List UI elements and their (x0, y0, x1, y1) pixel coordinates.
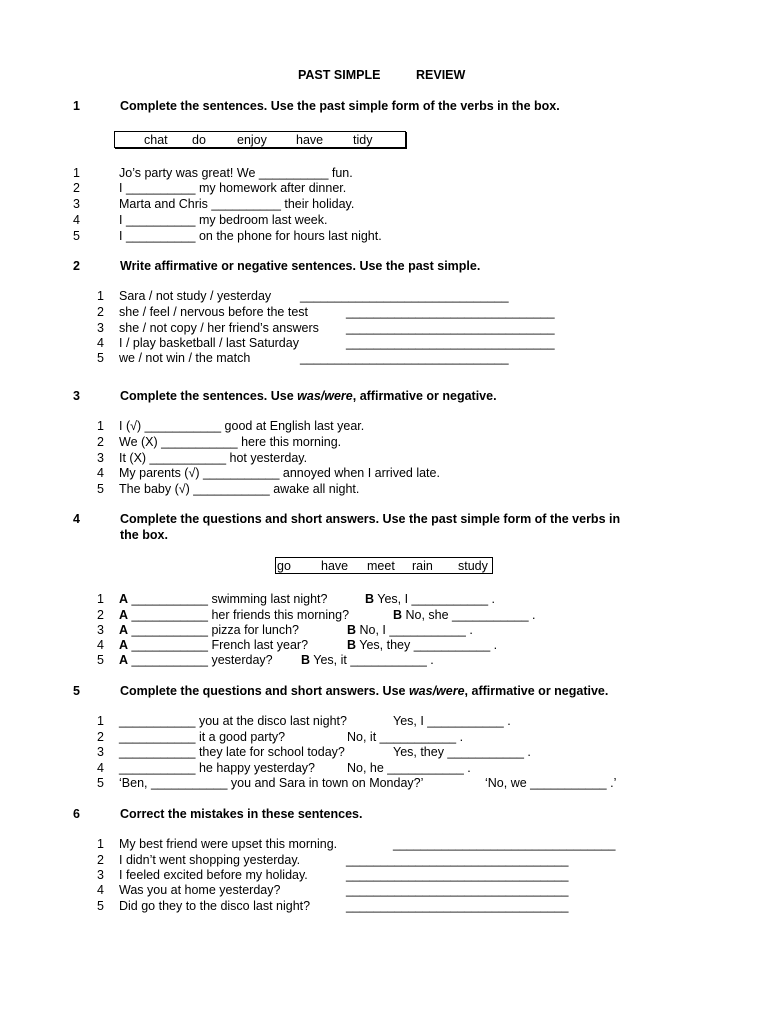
speaker-a: A (119, 608, 129, 622)
ex2-item-2-answer-line[interactable]: ______________________________ (346, 305, 555, 319)
word-box-word: chat (144, 133, 168, 147)
ex4-item-5-answer (301, 653, 434, 668)
ex1-item-1-text: Jo’s party was great! We __________ fun. (119, 166, 353, 180)
ex3-item-3-number: 3 (97, 451, 104, 465)
ex4-item-4-answer (347, 638, 497, 653)
ex5-item-5-question: ‘Ben, ___________ you and Sara in town on Monday?’ (119, 776, 424, 790)
ex4-item-4-number: 4 (97, 638, 104, 652)
speaker-b: B (365, 592, 375, 606)
ex4-item-1-answer (365, 592, 495, 607)
title-left: PAST SIMPLE (298, 68, 381, 82)
ex2-item-4-number: 4 (97, 336, 104, 350)
speaker-b: B (301, 653, 311, 667)
ex5-item-1-question: ___________ you at the disco last night? (119, 714, 347, 728)
ex4-item-1-number: 1 (97, 592, 104, 606)
ex3-item-4-text: My parents (√) ___________ annoyed when I arrived late. (119, 466, 440, 480)
speaker-b: B (347, 623, 357, 637)
ex2-item-3-answer-line[interactable]: ______________________________ (346, 321, 555, 335)
ex4-item-3-answer (347, 623, 473, 638)
word-box-word: have (296, 133, 324, 147)
instruction-emphasis: was/were (408, 684, 465, 698)
ex6-item-1-answer-line[interactable]: ________________________________ (393, 837, 616, 851)
exercise-2-number: 2 (73, 259, 80, 273)
instruction-text: , affirmative or negative. (464, 684, 609, 698)
ex1-item-5-text: I __________ on the phone for hours last night. (119, 229, 382, 243)
ex5-item-5-answer: ‘No, we ___________ .’ (485, 776, 617, 790)
word-box-word: rain (412, 559, 433, 573)
ex2-item-5-answer-line[interactable]: ______________________________ (300, 351, 509, 365)
instruction-text: Complete the questions and short answers. Use (120, 684, 409, 698)
exercise-1-word-box (114, 131, 406, 148)
ex2-item-4-answer-line[interactable]: ______________________________ (346, 336, 555, 350)
word-box-word: tidy (353, 133, 373, 147)
question-text: ___________ pizza for lunch? (128, 623, 299, 637)
word-box-word: meet (367, 559, 395, 573)
ex5-item-1-number: 1 (97, 714, 104, 728)
answer-text: Yes, I ___________ . (374, 592, 495, 606)
ex6-item-1-text: My best friend were upset this morning. (119, 837, 338, 851)
ex3-item-2-number: 2 (97, 435, 104, 449)
exercise-4-word-box (275, 557, 493, 574)
ex2-item-3-number: 3 (97, 321, 104, 335)
ex1-item-2-number: 2 (73, 181, 80, 195)
ex5-item-4-number: 4 (97, 761, 104, 775)
speaker-a: A (119, 653, 129, 667)
ex4-item-2-number: 2 (97, 608, 104, 622)
ex1-item-3-text: Marta and Chris __________ their holiday. (119, 197, 355, 211)
word-box-word: go (277, 559, 291, 573)
word-box-word: study (458, 559, 488, 573)
exercise-2-instruction: Write affirmative or negative sentences. Use the past simple. (120, 259, 481, 273)
ex5-item-4-answer: No, he ___________ . (347, 761, 471, 775)
ex6-item-2-number: 2 (97, 853, 104, 867)
ex4-item-5-question (119, 653, 273, 668)
question-text: ___________ French last year? (128, 638, 309, 652)
ex5-item-3-answer: Yes, they ___________ . (393, 745, 531, 759)
ex6-item-3-answer-line[interactable]: ________________________________ (346, 868, 569, 882)
ex2-item-1-answer-line[interactable]: ______________________________ (300, 289, 509, 303)
ex3-item-2-text: We (X) ___________ here this morning. (119, 435, 342, 449)
ex4-item-3-number: 3 (97, 623, 104, 637)
word-box-word: enjoy (237, 133, 267, 147)
ex3-item-1-text: I (√) ___________ good at English last year. (119, 419, 365, 433)
ex2-item-1-number: 1 (97, 289, 104, 303)
speaker-b: B (347, 638, 357, 652)
exercise-5-instruction (120, 684, 608, 699)
ex4-item-2-question (119, 608, 349, 623)
ex4-item-2-answer (393, 608, 535, 623)
ex5-item-5-number: 5 (97, 776, 104, 790)
exercise-4-instruction-line-2: the box. (120, 528, 168, 542)
ex2-item-1-prompt: Sara / not study / yesterday (119, 289, 272, 303)
ex6-item-5-number: 5 (97, 899, 104, 913)
exercise-3-instruction (120, 389, 497, 404)
instruction-text: , affirmative or negative. (352, 389, 497, 403)
ex4-item-4-question (119, 638, 308, 653)
question-text: ___________ her friends this morning? (128, 608, 350, 622)
ex3-item-4-number: 4 (97, 466, 104, 480)
ex1-item-5-number: 5 (73, 229, 80, 243)
ex6-item-1-number: 1 (97, 837, 104, 851)
ex2-item-4-prompt: I / play basketball / last Saturday (119, 336, 299, 350)
ex5-item-4-question: ___________ he happy yesterday? (119, 761, 315, 775)
answer-text: No, she ___________ . (402, 608, 536, 622)
exercise-4-instruction-line-1: Complete the questions and short answers. Use the past simple form of the verbs in (120, 512, 621, 526)
ex3-item-5-number: 5 (97, 482, 104, 496)
ex5-item-3-question: ___________ they late for school today? (119, 745, 345, 759)
speaker-a: A (119, 638, 129, 652)
ex5-item-2-question: ___________ it a good party? (119, 730, 286, 744)
answer-text: No, I ___________ . (356, 623, 473, 637)
question-text: ___________ swimming last night? (128, 592, 328, 606)
speaker-a: A (119, 592, 129, 606)
ex2-item-5-number: 5 (97, 351, 104, 365)
question-text: ___________ yesterday? (128, 653, 273, 667)
exercise-6-number: 6 (73, 807, 80, 821)
ex5-item-2-number: 2 (97, 730, 104, 744)
word-box-word: have (321, 559, 349, 573)
answer-text: Yes, they ___________ . (356, 638, 498, 652)
ex1-item-4-text: I __________ my bedroom last week. (119, 213, 328, 227)
ex2-item-2-prompt: she / feel / nervous before the test (119, 305, 309, 319)
ex6-item-4-number: 4 (97, 883, 104, 897)
speaker-b: B (393, 608, 403, 622)
instruction-emphasis: was/were (297, 389, 353, 403)
ex2-item-2-number: 2 (97, 305, 104, 319)
ex5-item-1-answer: Yes, I ___________ . (393, 714, 511, 728)
ex2-item-3-prompt: she / not copy / her friend’s answers (119, 321, 319, 335)
ex5-item-2-answer: No, it ___________ . (347, 730, 464, 744)
exercise-5-number: 5 (73, 684, 80, 698)
exercise-1-number: 1 (73, 99, 80, 113)
title-right: REVIEW (416, 68, 466, 82)
exercise-3-number: 3 (73, 389, 80, 403)
ex1-item-2-text: I __________ my homework after dinner. (119, 181, 347, 195)
ex6-item-4-answer-line[interactable]: ________________________________ (346, 883, 569, 897)
ex2-item-5-prompt: we / not win / the match (119, 351, 251, 365)
ex6-item-5-answer-line[interactable]: ________________________________ (346, 899, 569, 913)
ex6-item-2-answer-line[interactable]: ________________________________ (346, 853, 569, 867)
ex1-item-4-number: 4 (73, 213, 80, 227)
ex6-item-2-text: I didn’t went shopping yesterday. (119, 853, 301, 867)
ex6-item-3-text: I feeled excited before my holiday. (119, 868, 308, 882)
ex4-item-3-question (119, 623, 299, 638)
word-box-word: do (192, 133, 206, 147)
ex6-item-5-text: Did go they to the disco last night? (119, 899, 311, 913)
ex1-item-1-number: 1 (73, 166, 80, 180)
exercise-1-instruction: Complete the sentences. Use the past simple form of the verbs in the box. (120, 99, 560, 113)
ex1-item-3-number: 3 (73, 197, 80, 211)
ex6-item-3-number: 3 (97, 868, 104, 882)
ex4-item-1-question (119, 592, 327, 607)
ex5-item-3-number: 3 (97, 745, 104, 759)
answer-text: Yes, it ___________ . (310, 653, 434, 667)
ex3-item-5-text: The baby (√) ___________ awake all night. (119, 482, 360, 496)
speaker-a: A (119, 623, 129, 637)
exercise-4-number: 4 (73, 512, 80, 526)
exercise-6-instruction: Correct the mistakes in these sentences. (120, 807, 363, 821)
ex6-item-4-text: Was you at home yesterday? (119, 883, 281, 897)
ex3-item-3-text: It (X) ___________ hot yesterday. (119, 451, 308, 465)
ex4-item-5-number: 5 (97, 653, 104, 667)
ex3-item-1-number: 1 (97, 419, 104, 433)
instruction-text: Complete the sentences. Use (120, 389, 298, 403)
